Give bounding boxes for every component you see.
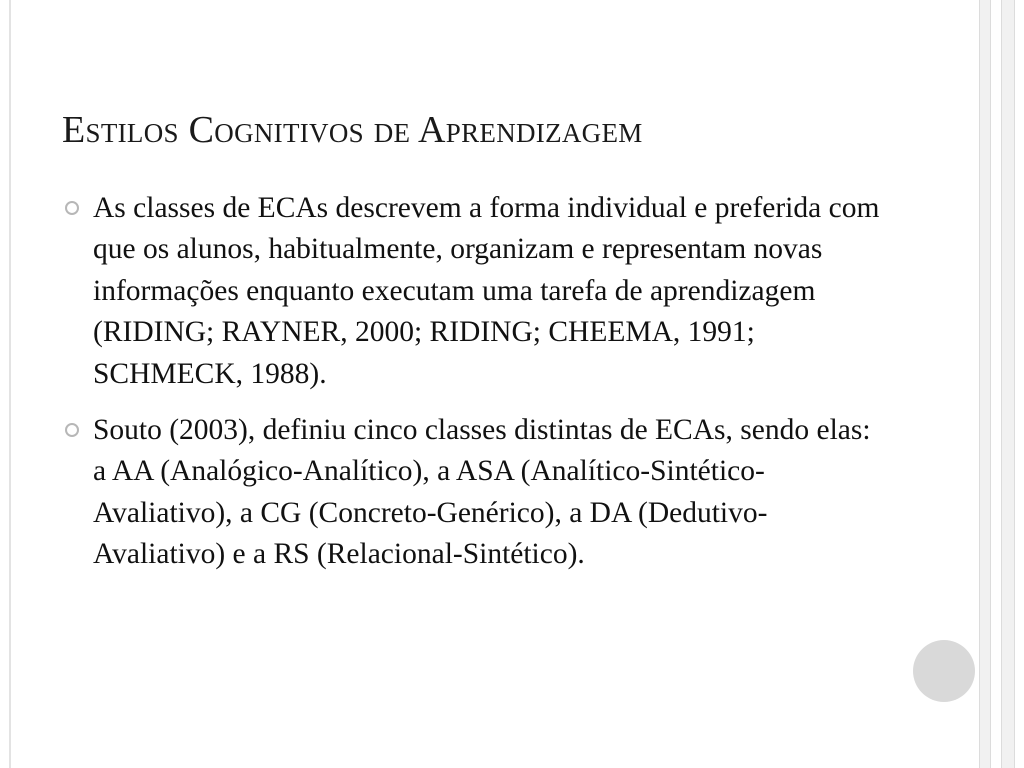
right-decorative-bar (979, 0, 991, 768)
bullet-item (62, 188, 882, 395)
bullet-item (62, 410, 882, 576)
bullet-text: As classes de ECAs descrevem a forma individual e preferida com que os alunos, habitualmente, organizam e representam novas informações enquanto executam uma tarefa de aprendizagem (RIDING; RAYNER, 2000; RIDING; CHEEMA, 1991; SCHMECK, 1988). (93, 192, 880, 390)
bullet-text: Souto (2003), definiu cinco classes distintas de ECAs, sendo elas: a AA (Analógico-Analítico), a ASA (Analítico-Sintético-Avaliativo), a CG (Concreto-Genérico), a DA (Dedutivo-Avaliativo) e a RS (Relacional-Sintético). (93, 414, 871, 571)
slide-title: Estilos Cognitivos de Aprendizagem (62, 109, 643, 151)
hollow-circle-bullet-icon (65, 201, 79, 215)
decorative-circle (913, 640, 975, 702)
left-frame-line (9, 0, 11, 768)
right-decorative-bar-inner (1001, 0, 1015, 768)
hollow-circle-bullet-icon (65, 423, 79, 437)
bullet-list (62, 188, 882, 591)
